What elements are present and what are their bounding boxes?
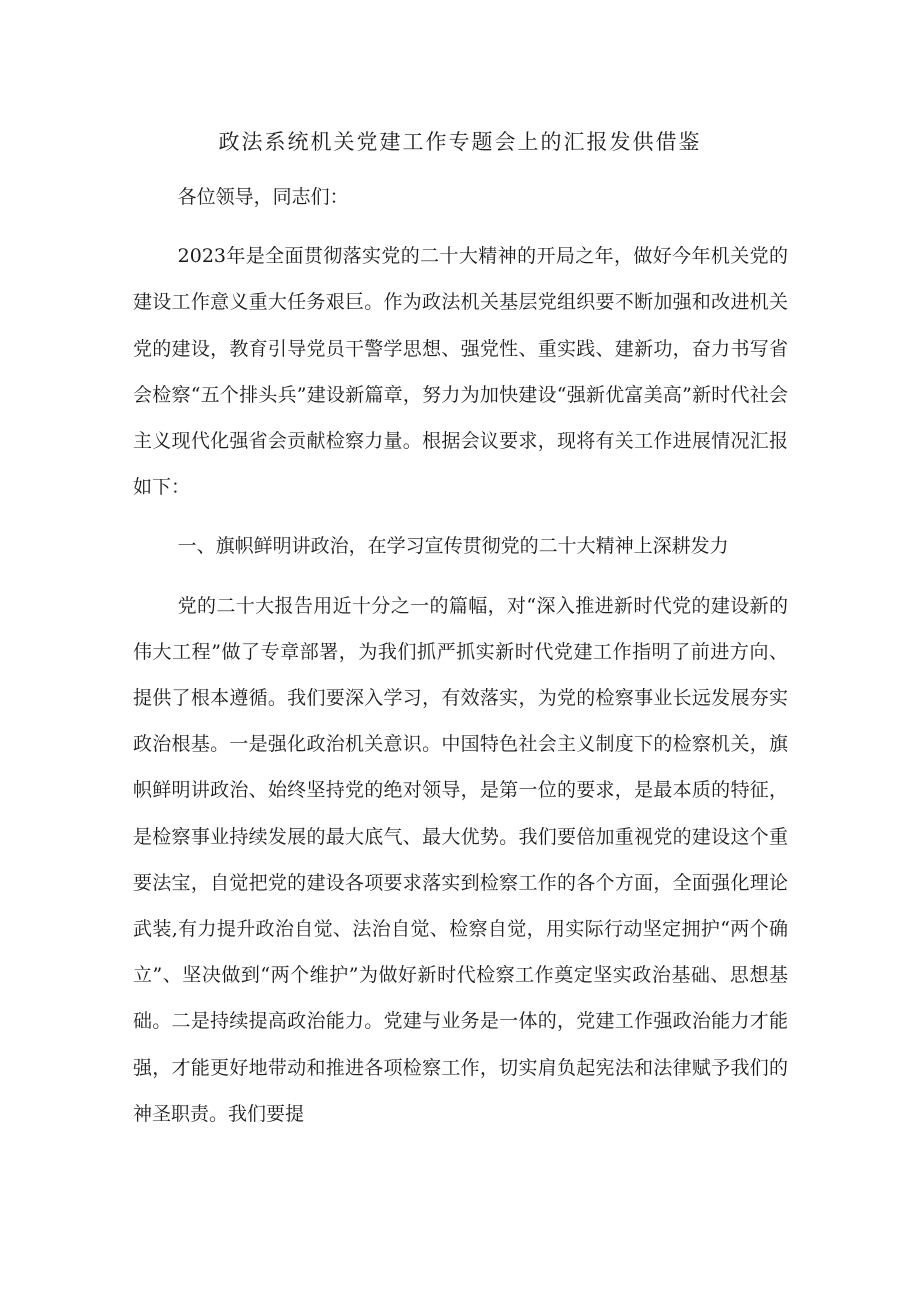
document-body — [133, 174, 788, 1137]
paragraph-intro: 2023年是全面贯彻落实党的二十大精神的开局之年，做好今年机关党的建设工作意义重大任务艰巨。作为政法机关基层党组织要不断加强和改进机关党的建设，教育引导党员干警学思想、强党性、重实践、建新功，奋力书写省会检察“五个排头兵”建设新篇章，努力为加快建设“强新优富美高”新时代社会主义现代化强省会贡献检察力量。根据会议要求，现将有关工作进展情况汇报如下： — [133, 245, 788, 499]
section-heading-1: 一、旗帜鲜明讲政治，在学习宣传贯彻党的二十大精神上深耕发力 — [177, 535, 729, 558]
paragraph-section-1: 党的二十大报告用近十分之一的篇幅，对“深入推进新时代党的建设新的伟大工程”做了专章部署，为我们抓严抓实新时代党建工作指明了前进方向、提供了根本遵循。我们要深入学习，有效落实，为党的检察事业长远发展夯实政治根基。一是强化政治机关意识。中国特色社会主义制度下的检察机关，旗帜鲜明讲政治、始终坚持党的绝对领导，是第一位的要求，是最本质的特征，是检察事业持续发展的最大底气、最大优势。我们要倍加重视党的建设这个重要法宝，自觉把党的建设各项要求落实到检察工作的各个方面，全面强化理论武装,有力提升政治自觉、法治自觉、检察自觉，用实际行动坚定拥护“两个确立”、坚决做到“两个维护”为做好新时代检察工作奠定坚实政治基础、思想基础。二是持续提高政治能力。党建与业务是一体的，党建工作强政治能力才能强，才能更好地带动和推进各项检察工作，切实肩负起宪法和法律赋予我们的神圣职责。我们要提 — [133, 594, 788, 1125]
document-title: 政法系统机关党建工作专题会上的汇报发供借鉴 — [218, 130, 702, 154]
salutation: 各位领导，同志们： — [177, 186, 349, 208]
